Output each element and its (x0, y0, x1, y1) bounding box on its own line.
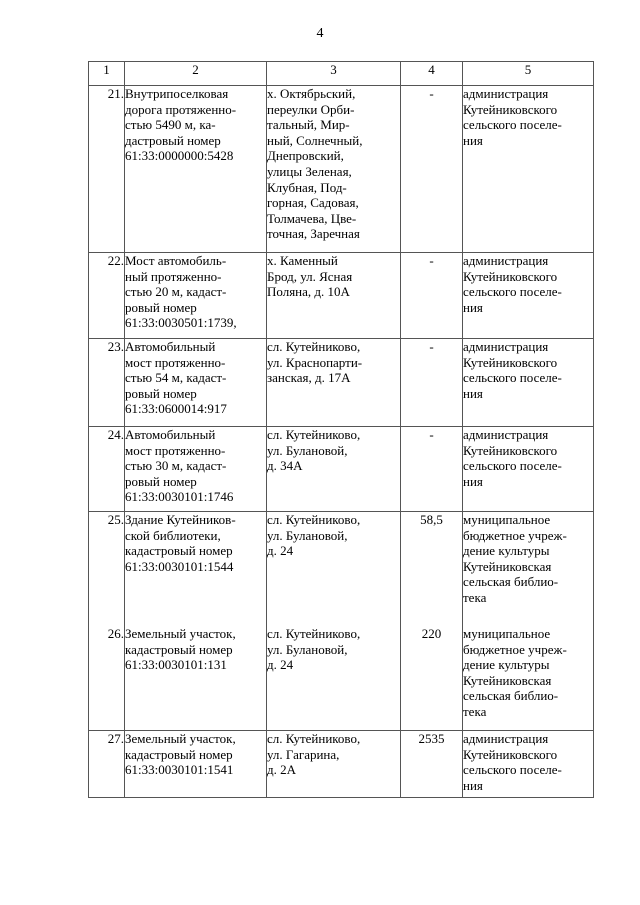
object-owner: администрация Кутейниковского сельского поселе- ния (463, 731, 594, 798)
object-area: - (401, 339, 463, 427)
object-area: 2535 (401, 731, 463, 798)
object-address: х. Октябрьский, переулки Орби- тальный, Мир- ный, Солнечный, Днепровский, улицы Зеленая, Клубная, Под- горная, Садовая, Толмачева, Цве- точная, Заречная (267, 86, 401, 253)
object-address: сл. Кутейниково, ул. Краснопарти- занская, д. 17А (267, 339, 401, 427)
table-row (89, 86, 594, 253)
row-number: 21. (89, 86, 125, 253)
object-area: - (401, 253, 463, 339)
object-owner: администрация Кутейниковского сельского поселе- ния (463, 253, 594, 339)
object-address: сл. Кутейниково, ул. Булановой, д. 34А (267, 427, 401, 512)
object-owner: муниципальное бюджетное учреж- дение культуры Кутейниковская сельская библио- тека (463, 626, 594, 731)
column-header-3: 3 (267, 62, 401, 86)
object-name: Здание Кутейников- ской библиотеки, кадастровый номер 61:33:0030101:1544 (125, 512, 267, 627)
table-row (89, 731, 594, 798)
row-number: 27. (89, 731, 125, 798)
object-area: - (401, 427, 463, 512)
object-name: Внутрипоселковая дорога протяженно- стью 5490 м, ка- дастровый номер 61:33:0000000:5428 (125, 86, 267, 253)
object-address: х. Каменный Брод, ул. Ясная Поляна, д. 10А (267, 253, 401, 339)
object-name: Автомобильный мост протяженно- стью 30 м, кадаст- ровый номер 61:33:0030101:1746 (125, 427, 267, 512)
row-number: 25. (89, 512, 125, 627)
object-owner: муниципальное бюджетное учреж- дение культуры Кутейниковская сельская библио- тека (463, 512, 594, 627)
table-row (89, 339, 594, 427)
object-address: сл. Кутейниково, ул. Булановой, д. 24 (267, 626, 401, 731)
object-owner: администрация Кутейниковского сельского поселе- ния (463, 427, 594, 512)
object-name: Автомобильный мост протяженно- стью 54 м, кадаст- ровый номер 61:33:0600014:917 (125, 339, 267, 427)
object-name: Мост автомобиль- ный протяженно- стью 20 м, кадаст- ровый номер 61:33:0030501:1739, (125, 253, 267, 339)
row-number: 24. (89, 427, 125, 512)
object-owner: администрация Кутейниковского сельского поселе- ния (463, 339, 594, 427)
object-name: Земельный участок, кадастровый номер 61:33:0030101:1541 (125, 731, 267, 798)
object-address: сл. Кутейниково, ул. Гагарина, д. 2А (267, 731, 401, 798)
object-owner: администрация Кутейниковского сельского поселе- ния (463, 86, 594, 253)
object-name: Земельный участок, кадастровый номер 61:33:0030101:131 (125, 626, 267, 731)
column-header-2: 2 (125, 62, 267, 86)
object-area: 220 (401, 626, 463, 731)
table-row (89, 253, 594, 339)
row-number: 23. (89, 339, 125, 427)
object-area: - (401, 86, 463, 253)
column-header-5: 5 (463, 62, 594, 86)
table-row (89, 626, 594, 731)
property-registry-table (88, 61, 594, 798)
column-header-1: 1 (89, 62, 125, 86)
object-area: 58,5 (401, 512, 463, 627)
row-number: 26. (89, 626, 125, 731)
table-row (89, 512, 594, 627)
row-number: 22. (89, 253, 125, 339)
table-header-row (89, 62, 594, 86)
page-number: 4 (316, 26, 324, 41)
table-row (89, 427, 594, 512)
object-address: сл. Кутейниково, ул. Булановой, д. 24 (267, 512, 401, 627)
column-header-4: 4 (401, 62, 463, 86)
